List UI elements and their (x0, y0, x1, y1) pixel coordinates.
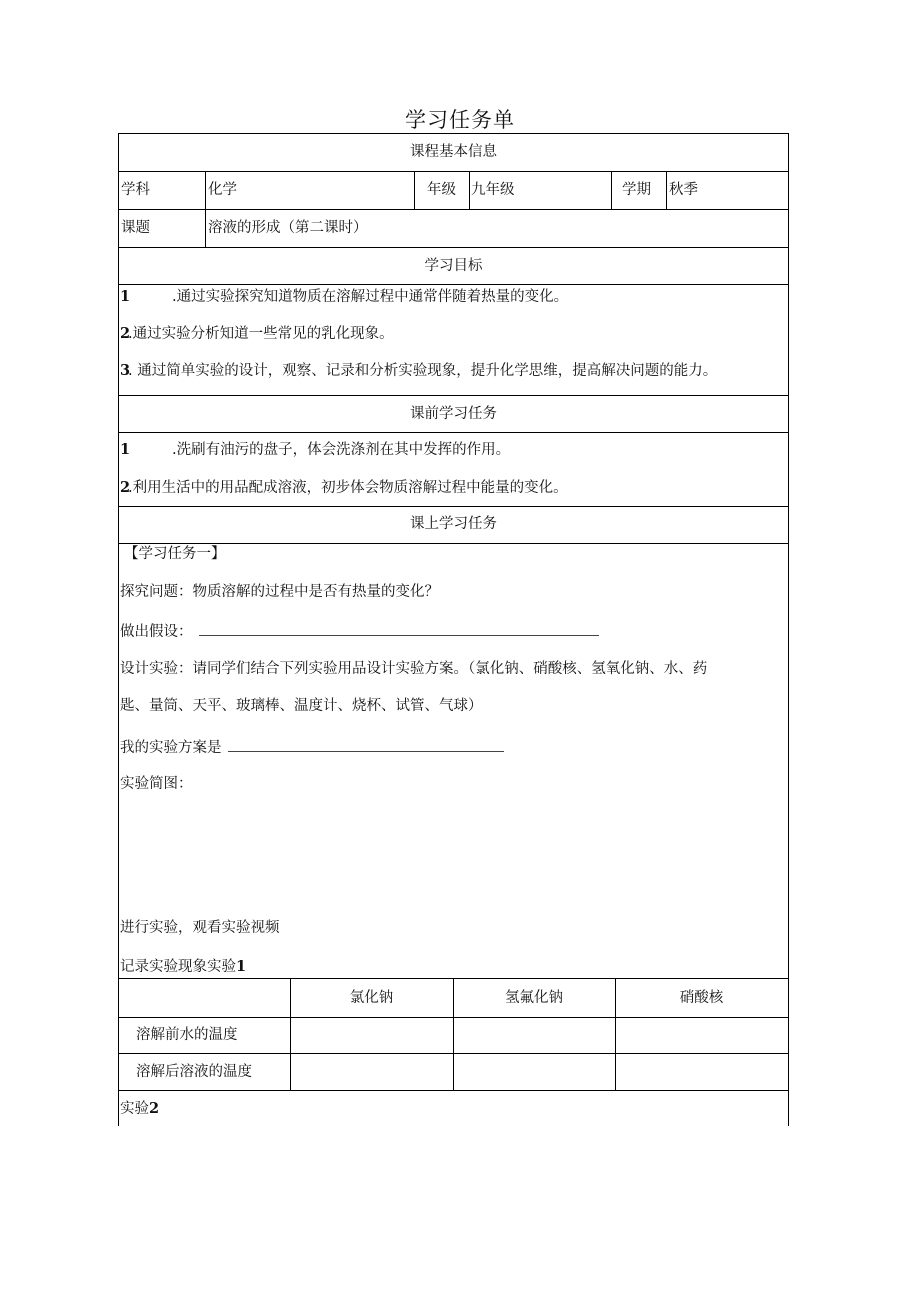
objective-num: 3 (120, 362, 131, 379)
task-one-title: 【学习任务一】 (124, 546, 226, 562)
objective-text: .通过实验探究知道物质在溶解过程中通常伴随着热量的变化。 (172, 289, 569, 305)
pre-class-text: .洗刷有油污的盘子，体会洗涤剂在其中发挥的作用。 (172, 442, 511, 458)
table-cell[interactable] (616, 1018, 788, 1053)
hypothesis-blank[interactable] (199, 621, 599, 636)
record-label: 记录实验现象实验 (120, 959, 236, 975)
objectives-heading: 学习目标 (424, 258, 483, 274)
row-label: 溶解后溶液的温度 (136, 1064, 252, 1080)
table-cell[interactable] (454, 1054, 615, 1090)
grade-label: 年级 (427, 182, 456, 198)
plan-blank[interactable] (228, 737, 504, 752)
column-header: 硝酸核 (679, 990, 724, 1006)
term-label: 学期 (622, 182, 651, 198)
table-cell[interactable] (454, 1018, 615, 1053)
table-cell[interactable] (291, 1054, 453, 1090)
design-line-2: 匙、量筒、天平、玻璃棒、温度计、烧杯、试管、气球） (120, 698, 483, 714)
in-class-heading: 课上学习任务 (410, 516, 497, 532)
design-line-1: 设计实验：请同学们结合下列实验用品设计实验方案。（氯化钠、硝酸核、氢氧化钠、水、药 (120, 661, 708, 677)
objective-text: .通过实验分析知道一些常见的乳化现象。 (128, 326, 394, 342)
record-line (120, 958, 246, 976)
pre-class-num: 1 (120, 441, 131, 458)
hypothesis-label: 做出假设： (120, 624, 193, 640)
record-num: 1 (236, 958, 247, 975)
subject-value: 化学 (208, 182, 237, 198)
table-cell[interactable] (291, 1018, 453, 1053)
objective-num: 1 (120, 288, 131, 305)
experiment-2-label: 实验 (120, 1101, 149, 1117)
page-title: 学习任务单 (405, 108, 515, 132)
row-label: 溶解前水的温度 (136, 1027, 238, 1043)
diagram-label: 实验简图： (120, 776, 193, 792)
inquiry-question: 探究问题：物质溶解的过程中是否有热量的变化？ (120, 584, 439, 600)
column-header: 氯化钠 (349, 990, 394, 1006)
topic-label: 课题 (121, 220, 150, 236)
objective-text: . 通过简单实验的设计，观察、记录和分析实验现象，提升化学思维，提高解决问题的能力。 (128, 363, 718, 379)
table-cell[interactable] (616, 1054, 788, 1090)
pre-class-heading: 课前学习任务 (410, 406, 497, 422)
hypothesis-line (120, 621, 599, 641)
subject-label: 学科 (121, 182, 150, 198)
term-value: 秋季 (669, 182, 698, 198)
grade-value: 九年级 (471, 182, 515, 198)
basic-info-heading: 课程基本信息 (410, 144, 497, 160)
experiment-2-num: 2 (149, 1100, 160, 1117)
pre-class-num: 2 (120, 479, 131, 496)
topic-value: 溶液的形成（第二课时） (208, 220, 368, 236)
plan-line (120, 737, 504, 757)
conduct-experiment: 进行实验，观看实验视频 (120, 920, 280, 936)
pre-class-text: .利用生活中的用品配成溶液，初步体会物质溶解过程中能量的变化。 (128, 480, 568, 496)
column-header: 氢氟化钠 (505, 990, 563, 1006)
experiment-2-line (120, 1100, 159, 1118)
objective-num: 2 (120, 325, 131, 342)
plan-label: 我的实验方案是 (120, 740, 222, 756)
diagram-area[interactable] (120, 800, 780, 908)
